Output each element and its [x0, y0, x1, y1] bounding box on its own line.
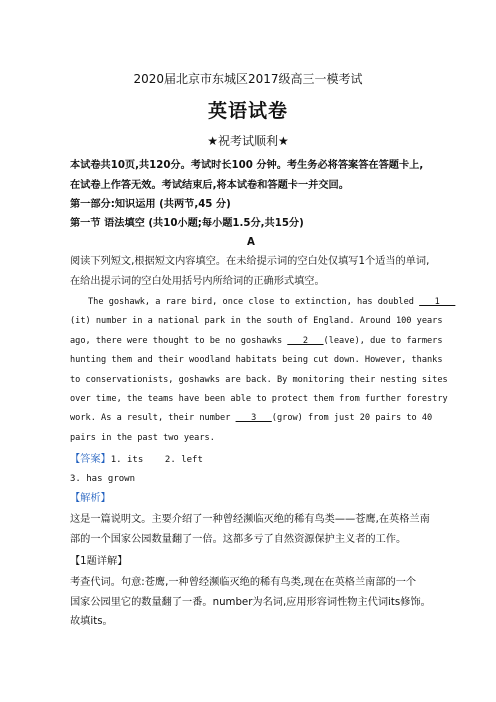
detail-line-1: 考查代词。句意:苍鹰,一种曾经濒临灭绝的稀有鸟类,现在在英格兰南部的一个: [70, 577, 417, 588]
subject-title: 英语试卷: [207, 100, 288, 122]
passage-letter: A: [247, 237, 255, 248]
analysis-line-1: 这是一篇说明文。主要介绍了一种曾经濒临灭绝的稀有鸟类——苍鹰,在英格兰南: [70, 514, 430, 525]
answer-line: [70, 450, 432, 471]
passage-line-7: [70, 409, 432, 428]
analysis-tag: 【解析】: [70, 493, 111, 504]
detail-tag: 【1题详解】: [70, 556, 128, 567]
passage-text: ago, there were thought to be no goshawks: [70, 335, 288, 346]
directions: [70, 252, 432, 291]
blank-1: 1: [419, 297, 456, 307]
instructions: [70, 156, 432, 195]
instructions-line-2: 在试卷上作答无效。考试结束后,将本试卷和答题卡一并交回。: [70, 179, 349, 191]
answer-1-2: 1. its 2. left: [110, 455, 203, 465]
detail-line-2: 国家公园里它的数量翻了一番。number为名词,应用形容词性物主代词its修饰。: [70, 596, 431, 608]
detail-line-3: 故填its。: [70, 616, 113, 627]
instructions-line-1: 本试卷共10页,共120分。考试时长100 分钟。考生务必将答案答在答题卡上,: [70, 160, 424, 171]
blank-3: 3: [235, 413, 272, 424]
answer-3: 3. has grown: [70, 474, 136, 484]
passage-line-8: pairs in the past two years.: [70, 432, 215, 443]
passage-line-6: over time, the teams have been able to protect them from further forestry: [70, 394, 448, 405]
passage-text: (leave), due to farmers: [323, 335, 443, 346]
passage-line-1: [70, 293, 456, 312]
blessing-line: ★祝考试顺利★: [207, 134, 289, 148]
analysis-summary: [70, 510, 432, 549]
directions-line-2: 在给出提示词的空白处用括号内所给词的正确形式填空。: [70, 275, 325, 287]
passage-text: (grow) from just 20 pairs to 40: [271, 413, 433, 424]
blank-2: 2: [287, 335, 324, 346]
section-title: 第一节 语法填空 (共10小题;每小题1.5分,共15分): [70, 218, 304, 229]
passage-text: The goshawk, a rare bird, once close to extinction, has doubled: [88, 297, 420, 307]
passage-line-3: [70, 332, 443, 351]
directions-line-1: 阅读下列短文,根据短文内容填空。在未给提示词的空白处仅填写1个适当的单词,: [70, 256, 430, 267]
part-title: 第一部分:知识运用 (共两节,45 分): [70, 199, 231, 210]
detail-explanation: [70, 573, 432, 632]
passage-text: work. As a result, their number: [70, 413, 236, 424]
passage-line-4: hunting them and their woodland habitats being cut down. However, thanks: [70, 355, 443, 366]
exam-title: 2020届北京市东城区2017级高三一模考试: [133, 72, 363, 86]
analysis-line-2: 部的一个国家公园数量翻了一倍。这都多亏了自然资源保护主义者的工作。: [70, 533, 407, 545]
passage-line-2: (it) number in a national park in the south of England. Around 100 years: [70, 316, 443, 327]
passage-line-5: to conservationists, goshawks are back. By monitoring their nesting sites: [70, 374, 448, 385]
answer-tag: 【答案】: [70, 454, 111, 465]
passage: [70, 293, 456, 448]
